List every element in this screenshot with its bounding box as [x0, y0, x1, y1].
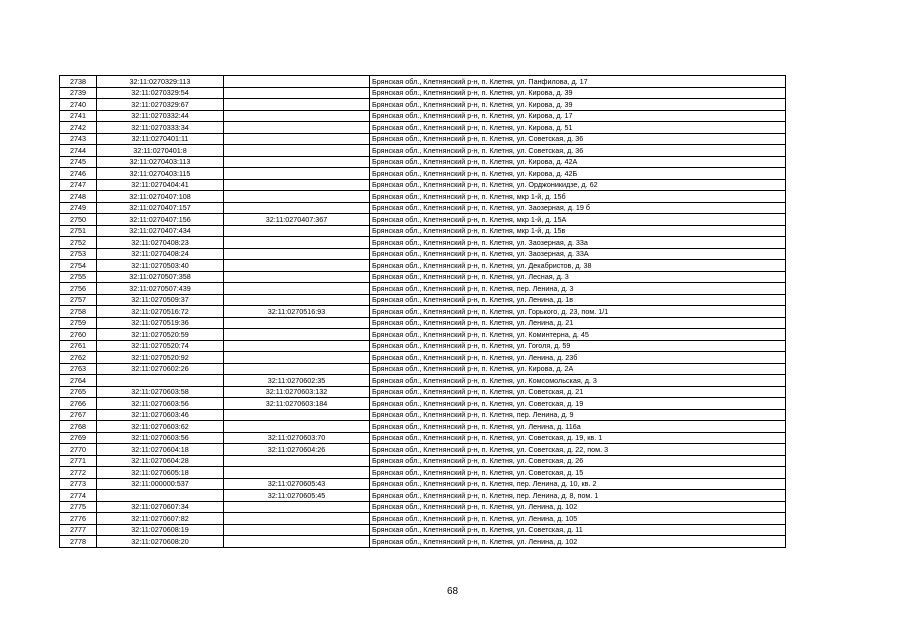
- address-cell: Брянская обл., Клетнянский р-н, п. Клетня, пер. Ленина, д. 10, кв. 2: [370, 478, 786, 490]
- address-cell: Брянская обл., Клетнянский р-н, п. Клетня, ул. Кирова, д. 17: [370, 110, 786, 122]
- row-number-cell: 2749: [60, 202, 97, 214]
- address-cell: Брянская обл., Клетнянский р-н, п. Клетня, ул. Кирова, д. 42А: [370, 156, 786, 168]
- related-cadastral-number-cell: [224, 352, 370, 364]
- cadastral-number-cell: 32:11:0270608:19: [97, 524, 224, 536]
- cadastral-number-cell: 32:11:0270401:8: [97, 145, 224, 157]
- table-row: [60, 283, 786, 295]
- address-cell: Брянская обл., Клетнянский р-н, п. Клетня, ул. Советская, д. 21: [370, 386, 786, 398]
- address-cell: Брянская обл., Клетнянский р-н, п. Клетня, ул. Гоголя, д. 59: [370, 340, 786, 352]
- row-number-cell: 2773: [60, 478, 97, 490]
- address-cell: Брянская обл., Клетнянский р-н, п. Клетня, ул. Советская, д. 36: [370, 145, 786, 157]
- row-number-cell: 2750: [60, 214, 97, 226]
- table-row: [60, 260, 786, 272]
- table-row: [60, 179, 786, 191]
- table-row: [60, 110, 786, 122]
- related-cadastral-number-cell: 32:11:0270605:45: [224, 490, 370, 502]
- row-number-cell: 2740: [60, 99, 97, 111]
- table-row: [60, 122, 786, 134]
- address-cell: Брянская обл., Клетнянский р-н, п. Клетня, мкр 1-й, д. 15в: [370, 225, 786, 237]
- cadastral-number-cell: 32:11:0270604:18: [97, 444, 224, 456]
- table-row: [60, 478, 786, 490]
- table-row: [60, 501, 786, 513]
- row-number-cell: 2741: [60, 110, 97, 122]
- cadastral-number-cell: 32:11:0270507:358: [97, 271, 224, 283]
- table-row: [60, 398, 786, 410]
- table-row: [60, 191, 786, 203]
- related-cadastral-number-cell: [224, 329, 370, 341]
- address-cell: Брянская обл., Клетнянский р-н, п. Клетня, мкр 1-й, д. 15А: [370, 214, 786, 226]
- related-cadastral-number-cell: 32:11:0270516:93: [224, 306, 370, 318]
- table-row: [60, 421, 786, 433]
- cadastral-number-cell: 32:11:0270603:58: [97, 386, 224, 398]
- address-cell: Брянская обл., Клетнянский р-н, п. Клетня, ул. Советская, д. 19: [370, 398, 786, 410]
- row-number-cell: 2776: [60, 513, 97, 525]
- cadastral-number-cell: 32:11:0270509:37: [97, 294, 224, 306]
- cadastral-number-cell: 32:11:0270603:56: [97, 398, 224, 410]
- address-cell: Брянская обл., Клетнянский р-н, п. Клетня, ул. Орджоникидзе, д. 62: [370, 179, 786, 191]
- row-number-cell: 2769: [60, 432, 97, 444]
- cadastral-number-cell: 32:11:0270507:439: [97, 283, 224, 295]
- row-number-cell: 2748: [60, 191, 97, 203]
- related-cadastral-number-cell: [224, 455, 370, 467]
- table-row: [60, 409, 786, 421]
- table-row: [60, 467, 786, 479]
- related-cadastral-number-cell: [224, 260, 370, 272]
- related-cadastral-number-cell: [224, 421, 370, 433]
- related-cadastral-number-cell: [224, 524, 370, 536]
- address-cell: Брянская обл., Клетнянский р-н, п. Клетня, пер. Ленина, д. 8, пом. 1: [370, 490, 786, 502]
- row-number-cell: 2762: [60, 352, 97, 364]
- table-row: [60, 294, 786, 306]
- address-cell: Брянская обл., Клетнянский р-н, п. Клетня, пер. Ленина, д. 3: [370, 283, 786, 295]
- cadastral-number-cell: 32:11:0270603:46: [97, 409, 224, 421]
- related-cadastral-number-cell: [224, 87, 370, 99]
- related-cadastral-number-cell: 32:11:0270602:35: [224, 375, 370, 387]
- related-cadastral-number-cell: [224, 501, 370, 513]
- address-cell: Брянская обл., Клетнянский р-н, п. Клетня, ул. Ленина, д. 116а: [370, 421, 786, 433]
- registry-table: [59, 75, 786, 548]
- address-cell: Брянская обл., Клетнянский р-н, п. Клетня, ул. Советская, д. 15: [370, 467, 786, 479]
- page-number: 68: [446, 586, 459, 597]
- table-row: [60, 340, 786, 352]
- related-cadastral-number-cell: [224, 191, 370, 203]
- row-number-cell: 2757: [60, 294, 97, 306]
- related-cadastral-number-cell: [224, 467, 370, 479]
- row-number-cell: 2770: [60, 444, 97, 456]
- related-cadastral-number-cell: [224, 179, 370, 191]
- cadastral-number-cell: 32:11:0270329:54: [97, 87, 224, 99]
- address-cell: Брянская обл., Клетнянский р-н, п. Клетня, ул. Кирова, д. 2А: [370, 363, 786, 375]
- address-cell: Брянская обл., Клетнянский р-н, п. Клетня, ул. Декабристов, д. 38: [370, 260, 786, 272]
- row-number-cell: 2739: [60, 87, 97, 99]
- related-cadastral-number-cell: [224, 237, 370, 249]
- table-row: [60, 156, 786, 168]
- cadastral-number-cell: 32:11:0270407:434: [97, 225, 224, 237]
- related-cadastral-number-cell: [224, 168, 370, 180]
- table-row: [60, 513, 786, 525]
- row-number-cell: 2761: [60, 340, 97, 352]
- row-number-cell: 2753: [60, 248, 97, 260]
- row-number-cell: 2742: [60, 122, 97, 134]
- table-row: [60, 536, 786, 548]
- address-cell: Брянская обл., Клетнянский р-н, п. Клетня, ул. Комсомольская, д. 3: [370, 375, 786, 387]
- cadastral-number-cell: 32:11:0270603:62: [97, 421, 224, 433]
- cadastral-number-cell: 32:11:0270604:28: [97, 455, 224, 467]
- cadastral-number-cell: 32:11:0270408:24: [97, 248, 224, 260]
- row-number-cell: 2777: [60, 524, 97, 536]
- row-number-cell: 2765: [60, 386, 97, 398]
- table-row: [60, 524, 786, 536]
- related-cadastral-number-cell: [224, 156, 370, 168]
- cadastral-number-cell: 32:11:0270403:115: [97, 168, 224, 180]
- cadastral-number-cell: 32:11:0270407:108: [97, 191, 224, 203]
- address-cell: Брянская обл., Клетнянский р-н, п. Клетня, ул. Заозерная, д. 33А: [370, 248, 786, 260]
- cadastral-number-cell: 32:11:0270520:59: [97, 329, 224, 341]
- table-row: [60, 444, 786, 456]
- address-cell: Брянская обл., Клетнянский р-н, п. Клетня, ул. Ленина, д. 102: [370, 536, 786, 548]
- table-row: [60, 317, 786, 329]
- address-cell: Брянская обл., Клетнянский р-н, п. Клетня, ул. Заозерная, д. 19 б: [370, 202, 786, 214]
- table-row: [60, 145, 786, 157]
- table-row: [60, 237, 786, 249]
- cadastral-number-cell: [97, 490, 224, 502]
- address-cell: Брянская обл., Клетнянский р-н, п. Клетня, ул. Лесная, д. 3: [370, 271, 786, 283]
- cadastral-number-cell: 32:11:0270407:156: [97, 214, 224, 226]
- cadastral-number-cell: 32:11:0270519:36: [97, 317, 224, 329]
- address-cell: Брянская обл., Клетнянский р-н, п. Клетня, ул. Кирова, д. 42Б: [370, 168, 786, 180]
- cadastral-number-cell: 32:11:0270608:20: [97, 536, 224, 548]
- related-cadastral-number-cell: 32:11:0270605:43: [224, 478, 370, 490]
- table-row: [60, 133, 786, 145]
- row-number-cell: 2747: [60, 179, 97, 191]
- table-row: [60, 329, 786, 341]
- row-number-cell: 2763: [60, 363, 97, 375]
- table-row: [60, 352, 786, 364]
- registry-table-body: [60, 76, 786, 548]
- cadastral-number-cell: 32:11:0270329:67: [97, 99, 224, 111]
- related-cadastral-number-cell: [224, 536, 370, 548]
- related-cadastral-number-cell: 32:11:0270603:184: [224, 398, 370, 410]
- address-cell: Брянская обл., Клетнянский р-н, п. Клетня, ул. Ленина, д. 23б: [370, 352, 786, 364]
- table-row: [60, 248, 786, 260]
- cadastral-number-cell: 32:11:0270602:26: [97, 363, 224, 375]
- table-row: [60, 99, 786, 111]
- cadastral-number-cell: 32:11:0270603:56: [97, 432, 224, 444]
- row-number-cell: 2778: [60, 536, 97, 548]
- address-cell: Брянская обл., Клетнянский р-н, п. Клетня, ул. Советская, д. 11: [370, 524, 786, 536]
- row-number-cell: 2764: [60, 375, 97, 387]
- row-number-cell: 2752: [60, 237, 97, 249]
- cadastral-number-cell: 32:11:0270332:44: [97, 110, 224, 122]
- cadastral-number-cell: 32:11:0270607:34: [97, 501, 224, 513]
- related-cadastral-number-cell: [224, 122, 370, 134]
- address-cell: Брянская обл., Клетнянский р-н, п. Клетня, ул. Советская, д. 19, кв. 1: [370, 432, 786, 444]
- table-row: [60, 455, 786, 467]
- address-cell: Брянская обл., Клетнянский р-н, п. Клетня, ул. Кирова, д. 51: [370, 122, 786, 134]
- cadastral-number-cell: 32:11:0270407:157: [97, 202, 224, 214]
- address-cell: Брянская обл., Клетнянский р-н, п. Клетня, ул. Советская, д. 26: [370, 455, 786, 467]
- related-cadastral-number-cell: 32:11:0270603:132: [224, 386, 370, 398]
- row-number-cell: 2759: [60, 317, 97, 329]
- table-row: [60, 168, 786, 180]
- address-cell: Брянская обл., Клетнянский р-н, п. Клетня, ул. Кирова, д. 39: [370, 99, 786, 111]
- table-row: [60, 87, 786, 99]
- table-row: [60, 214, 786, 226]
- related-cadastral-number-cell: [224, 133, 370, 145]
- address-cell: Брянская обл., Клетнянский р-н, п. Клетня, ул. Ленина, д. 1в: [370, 294, 786, 306]
- cadastral-number-cell: 32:11:0270329:113: [97, 76, 224, 88]
- cadastral-number-cell: 32:11:0270516:72: [97, 306, 224, 318]
- related-cadastral-number-cell: [224, 409, 370, 421]
- related-cadastral-number-cell: [224, 99, 370, 111]
- related-cadastral-number-cell: [224, 225, 370, 237]
- row-number-cell: 2767: [60, 409, 97, 421]
- related-cadastral-number-cell: [224, 110, 370, 122]
- row-number-cell: 2751: [60, 225, 97, 237]
- cadastral-number-cell: 32:11:0270520:74: [97, 340, 224, 352]
- table-row: [60, 225, 786, 237]
- address-cell: Брянская обл., Клетнянский р-н, п. Клетня, ул. Ленина, д. 21: [370, 317, 786, 329]
- address-cell: Брянская обл., Клетнянский р-н, п. Клетня, ул. Горького, д. 23, пом. 1/1: [370, 306, 786, 318]
- address-cell: Брянская обл., Клетнянский р-н, п. Клетня, ул. Кирова, д. 39: [370, 87, 786, 99]
- cadastral-number-cell: 32:11:0270503:40: [97, 260, 224, 272]
- row-number-cell: 2760: [60, 329, 97, 341]
- address-cell: Брянская обл., Клетнянский р-н, п. Клетня, пер. Ленина, д. 9: [370, 409, 786, 421]
- row-number-cell: 2772: [60, 467, 97, 479]
- address-cell: Брянская обл., Клетнянский р-н, п. Клетня, ул. Ленина, д. 105: [370, 513, 786, 525]
- row-number-cell: 2755: [60, 271, 97, 283]
- related-cadastral-number-cell: [224, 271, 370, 283]
- address-cell: Брянская обл., Клетнянский р-н, п. Клетня, мкр 1-й, д. 15б: [370, 191, 786, 203]
- cadastral-number-cell: 32:11:000000:537: [97, 478, 224, 490]
- row-number-cell: 2758: [60, 306, 97, 318]
- related-cadastral-number-cell: 32:11:0270604:26: [224, 444, 370, 456]
- related-cadastral-number-cell: [224, 363, 370, 375]
- row-number-cell: 2771: [60, 455, 97, 467]
- address-cell: Брянская обл., Клетнянский р-н, п. Клетня, ул. Ленина, д. 102: [370, 501, 786, 513]
- related-cadastral-number-cell: [224, 513, 370, 525]
- related-cadastral-number-cell: [224, 340, 370, 352]
- cadastral-number-cell: 32:11:0270605:18: [97, 467, 224, 479]
- table-row: [60, 271, 786, 283]
- table-row: [60, 202, 786, 214]
- related-cadastral-number-cell: [224, 248, 370, 260]
- table-row: [60, 306, 786, 318]
- row-number-cell: 2768: [60, 421, 97, 433]
- related-cadastral-number-cell: [224, 294, 370, 306]
- related-cadastral-number-cell: [224, 76, 370, 88]
- row-number-cell: 2754: [60, 260, 97, 272]
- cadastral-number-cell: 32:11:0270607:82: [97, 513, 224, 525]
- related-cadastral-number-cell: [224, 145, 370, 157]
- cadastral-number-cell: 32:11:0270401:11: [97, 133, 224, 145]
- cadastral-number-cell: 32:11:0270404:41: [97, 179, 224, 191]
- table-row: [60, 490, 786, 502]
- cadastral-number-cell: 32:11:0270403:113: [97, 156, 224, 168]
- row-number-cell: 2766: [60, 398, 97, 410]
- row-number-cell: 2738: [60, 76, 97, 88]
- related-cadastral-number-cell: 32:11:0270407:367: [224, 214, 370, 226]
- row-number-cell: 2746: [60, 168, 97, 180]
- address-cell: Брянская обл., Клетнянский р-н, п. Клетня, ул. Коминтерна, д. 45: [370, 329, 786, 341]
- row-number-cell: 2744: [60, 145, 97, 157]
- related-cadastral-number-cell: [224, 283, 370, 295]
- row-number-cell: 2743: [60, 133, 97, 145]
- address-cell: Брянская обл., Клетнянский р-н, п. Клетня, ул. Советская, д. 22, пом. 3: [370, 444, 786, 456]
- cadastral-number-cell: 32:11:0270520:92: [97, 352, 224, 364]
- row-number-cell: 2745: [60, 156, 97, 168]
- table-row: [60, 432, 786, 444]
- address-cell: Брянская обл., Клетнянский р-н, п. Клетня, ул. Советская, д. 36: [370, 133, 786, 145]
- cadastral-number-cell: 32:11:0270333:34: [97, 122, 224, 134]
- table-row: [60, 386, 786, 398]
- address-cell: Брянская обл., Клетнянский р-н, п. Клетня, ул. Заозерная, д. 33а: [370, 237, 786, 249]
- related-cadastral-number-cell: [224, 202, 370, 214]
- cadastral-number-cell: [97, 375, 224, 387]
- table-row: [60, 375, 786, 387]
- related-cadastral-number-cell: 32:11:0270603:70: [224, 432, 370, 444]
- address-cell: Брянская обл., Клетнянский р-н, п. Клетня, ул. Панфилова, д. 17: [370, 76, 786, 88]
- related-cadastral-number-cell: [224, 317, 370, 329]
- row-number-cell: 2756: [60, 283, 97, 295]
- table-row: [60, 76, 786, 88]
- row-number-cell: 2774: [60, 490, 97, 502]
- cadastral-number-cell: 32:11:0270408:23: [97, 237, 224, 249]
- row-number-cell: 2775: [60, 501, 97, 513]
- table-row: [60, 363, 786, 375]
